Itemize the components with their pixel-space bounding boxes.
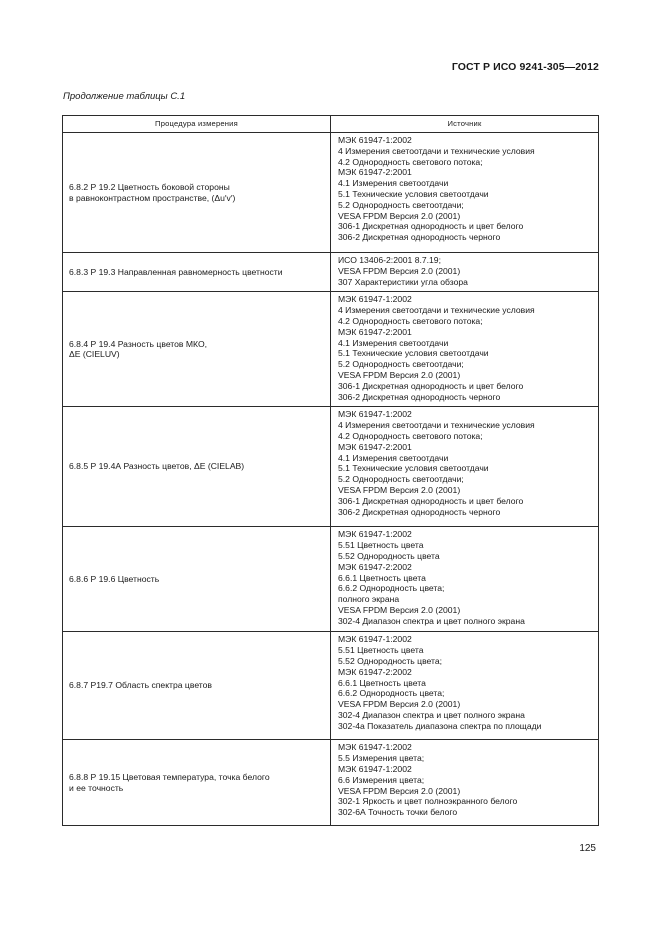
- procedure-cell: [63, 133, 331, 253]
- source-reference: 6.6.2 Однородность цвета;: [338, 688, 445, 699]
- source-reference: МЭК 61947-1:2002: [338, 634, 412, 645]
- procedure-text: 6.8.8 Р 19.15 Цветовая температура, точка белого: [69, 772, 270, 783]
- procedure-cell: [63, 292, 331, 407]
- source-reference: МЭК 61947-2:2001: [338, 326, 412, 337]
- procedure-text: в равноконтрастном пространстве, (Δu′v′): [69, 192, 236, 203]
- procedure-cell: [63, 407, 331, 527]
- table-row: [63, 632, 599, 740]
- procedure-text: 6.8.3 Р 19.3 Направленная равномерность цветности: [69, 266, 283, 277]
- procedure-text: 6.8.5 Р 19.4А Разность цветов, ΔE (CIELAB): [69, 461, 245, 472]
- source-reference: 4 Измерения светоотдачи и технические условия: [338, 145, 535, 156]
- source-reference: 5.1 Технические условия светоотдачи: [338, 188, 489, 199]
- source-reference: 5.2 Однородность светоотдачи;: [338, 199, 464, 210]
- procedure-cell: [63, 527, 331, 632]
- procedure-text: ΔE (CIELUV): [69, 349, 120, 360]
- source-reference: 5.51 Цветность цвета: [338, 645, 424, 656]
- source-reference: 5.2 Однородность светоотдачи;: [338, 359, 464, 370]
- source-cell: [331, 253, 599, 292]
- source-reference: 5.1 Технические условия светоотдачи: [338, 348, 489, 359]
- table-body: [63, 133, 599, 826]
- source-reference: 306-2 Дискретная однородность черного: [338, 391, 501, 402]
- source-reference: 306-1 Дискретная однородность и цвет белого: [338, 495, 524, 506]
- source-reference: 5.1 Технические условия светоотдачи: [338, 463, 489, 474]
- source-reference: VESA FPDM Версия 2.0 (2001): [338, 210, 461, 221]
- source-cell: [331, 407, 599, 527]
- procedure-cell: [63, 632, 331, 740]
- page-number: 125: [579, 843, 596, 854]
- source-reference: VESA FPDM Версия 2.0 (2001): [338, 484, 461, 495]
- source-reference: 4.1 Измерения светоотдачи: [338, 337, 449, 348]
- source-reference: 5.51 Цветность цвета: [338, 540, 424, 551]
- sources-table: [62, 115, 599, 826]
- source-reference: 5.2 Однородность светоотдачи;: [338, 474, 464, 485]
- table-row: [63, 407, 599, 527]
- source-reference: 302-6А Точность точки белого: [338, 807, 458, 818]
- source-cell: [331, 292, 599, 407]
- source-reference: МЭК 61947-1:2002: [338, 529, 412, 540]
- procedure-cell: [63, 253, 331, 292]
- source-cell: [331, 527, 599, 632]
- source-reference: 302-4 Диапазон спектра и цвет полного экрана: [338, 615, 525, 626]
- procedure-cell: [63, 740, 331, 826]
- source-reference: VESA FPDM Версия 2.0 (2001): [338, 785, 461, 796]
- source-reference: 4.2 Однородность светового потока;: [338, 430, 483, 441]
- table-row: [63, 292, 599, 407]
- procedure-text: 6.8.7 Р19.7 Область спектра цветов: [69, 680, 212, 691]
- source-reference: 5.52 Однородность цвета;: [338, 655, 443, 666]
- source-reference: 4.1 Измерения светоотдачи: [338, 452, 449, 463]
- source-reference: 6.6.2 Однородность цвета;: [338, 583, 445, 594]
- table-row: [63, 253, 599, 292]
- source-reference: 306-1 Дискретная однородность и цвет белого: [338, 221, 524, 232]
- source-reference: 4.2 Однородность светового потока;: [338, 315, 483, 326]
- source-reference: 6.6.1 Цветность цвета: [338, 572, 426, 583]
- table-row: [63, 527, 599, 632]
- source-cell: [331, 740, 599, 826]
- source-reference: МЭК 61947-2:2002: [338, 666, 412, 677]
- column-header-procedure: Процедура измерения: [63, 116, 331, 133]
- source-reference: 4 Измерения светоотдачи и технические условия: [338, 305, 535, 316]
- source-reference: 302-1 Яркость и цвет полноэкранного белого: [338, 796, 518, 807]
- document-header: ГОСТ Р ИСО 9241-305—2012: [451, 61, 599, 73]
- source-reference: МЭК 61947-1:2002: [338, 409, 412, 420]
- procedure-text: 6.8.6 Р 19.6 Цветность: [69, 573, 160, 584]
- source-reference: 306-2 Дискретная однородность черного: [338, 232, 501, 243]
- source-reference: 4 Измерения светоотдачи и технические условия: [338, 420, 535, 431]
- source-reference: 4.1 Измерения светоотдачи: [338, 178, 449, 189]
- procedure-text: и ее точность: [69, 782, 124, 793]
- column-header-source: Источник: [331, 116, 599, 133]
- source-reference: 306-1 Дискретная однородность и цвет белого: [338, 380, 524, 391]
- procedure-text: 6.8.4 Р 19.4 Разность цветов МКО,: [69, 338, 208, 349]
- source-reference: VESA FPDM Версия 2.0 (2001): [338, 265, 461, 276]
- source-reference: 6.6 Измерения цвета;: [338, 774, 425, 785]
- source-reference: 306-2 Дискретная однородность черного: [338, 506, 501, 517]
- source-reference: VESA FPDM Версия 2.0 (2001): [338, 369, 461, 380]
- table-header-row: [63, 116, 599, 133]
- source-reference: 6.6.1 Цветность цвета: [338, 677, 426, 688]
- source-reference: МЭК 61947-1:2002: [338, 742, 412, 753]
- source-reference: 302-4а Показатель диапазона спектра по площади: [338, 720, 542, 731]
- source-cell: [331, 133, 599, 253]
- source-cell: [331, 632, 599, 740]
- table-continuation-label: Продолжение таблицы С.1: [63, 91, 186, 102]
- source-reference: МЭК 61947-2:2001: [338, 167, 412, 178]
- procedure-text: 6.8.2 Р 19.2 Цветность боковой стороны: [69, 181, 230, 192]
- table-row: [63, 133, 599, 253]
- source-reference: ИСО 13406-2:2001 8.7.19;: [338, 255, 441, 265]
- source-reference: МЭК 61947-1:2002: [338, 135, 412, 145]
- source-reference: МЭК 61947-1:2002: [338, 294, 412, 305]
- source-reference: 302-4 Диапазон спектра и цвет полного экрана: [338, 709, 525, 720]
- source-reference: 307 Характеристики угла обзора: [338, 276, 468, 287]
- source-reference: 5.5 Измерения цвета;: [338, 753, 425, 764]
- source-reference: полного экрана: [338, 594, 400, 605]
- source-reference: МЭК 61947-1:2002: [338, 763, 412, 774]
- source-reference: 5.52 Однородность цвета: [338, 550, 440, 561]
- source-reference: 4.2 Однородность светового потока;: [338, 156, 483, 167]
- source-reference: VESA FPDM Версия 2.0 (2001): [338, 604, 461, 615]
- source-reference: МЭК 61947-2:2001: [338, 441, 412, 452]
- table-row: [63, 740, 599, 826]
- source-reference: МЭК 61947-2:2002: [338, 561, 412, 572]
- source-reference: VESA FPDM Версия 2.0 (2001): [338, 699, 461, 710]
